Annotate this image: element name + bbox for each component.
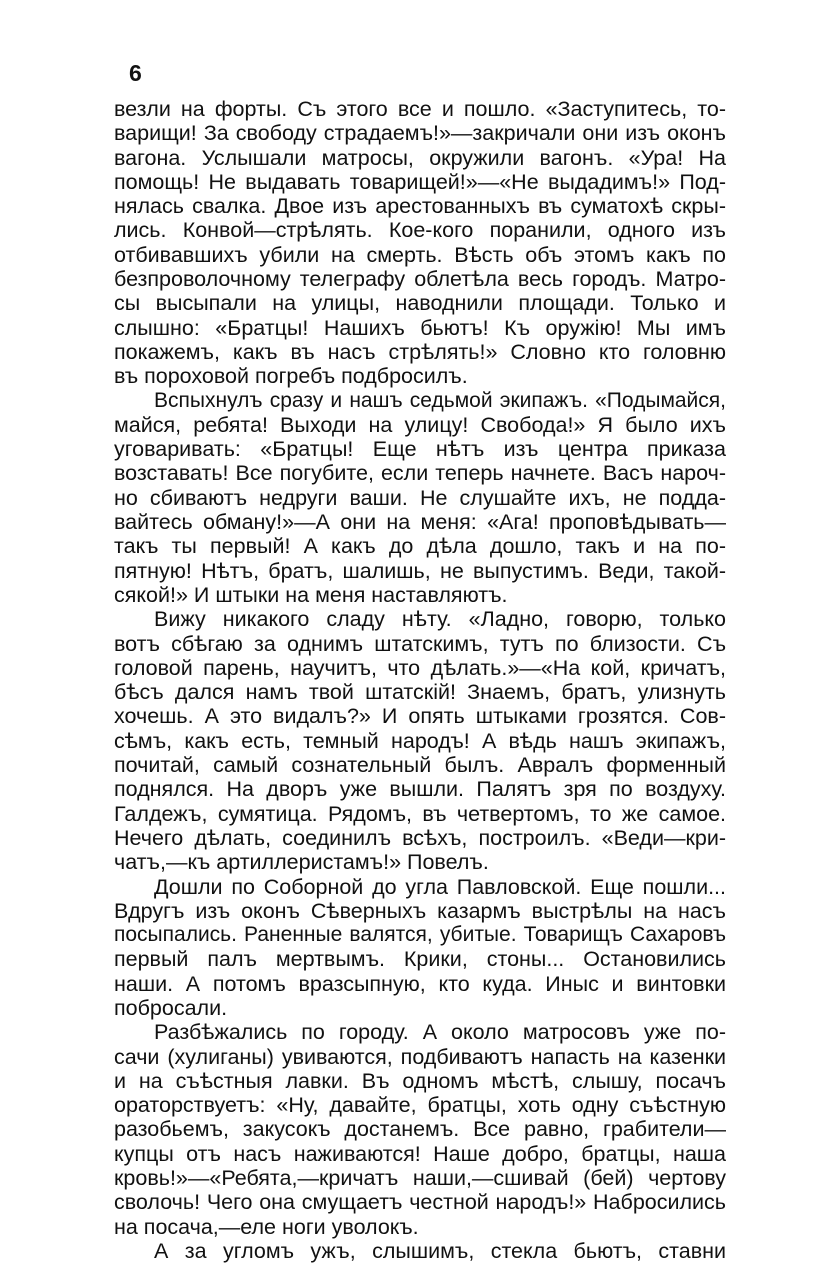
body-text bbox=[114, 97, 726, 1263]
text-line: такъ ты первый! А какъ до дѣла дошло, такъ и на по- bbox=[114, 534, 726, 559]
text-line: помощь! Не выдавать товарищей!»—«Не выдадимъ!» Под- bbox=[114, 169, 726, 194]
text-line: вайтесь обману!»—А они на меня: «Ага! проповѣдывать— bbox=[114, 510, 726, 535]
text-line: Вдругъ изъ оконъ Сѣверныхъ казармъ выстрѣлы на насъ bbox=[114, 898, 726, 923]
text-line: варищи! За свободу страдаемъ!»—закричали они изъ оконъ bbox=[114, 121, 726, 146]
text-line: Нечего дѣлать, соединилъ всѣхъ, построилъ. «Веди—кри- bbox=[114, 825, 726, 850]
text-line: посыпались. Раненные валятся, убитые. Товарищъ Сахаровъ bbox=[114, 923, 726, 947]
text-line: Вижу никакого сладу нѣту. «Ладно, говорю, только bbox=[154, 607, 726, 632]
text-line: кровь!»—«Ребята,—кричатъ наши,—сшивай (бей) чертову bbox=[114, 1166, 726, 1191]
text-line: Разбѣжались по городу. А около матросовъ уже по- bbox=[154, 1020, 726, 1045]
text-line: везли на форты. Съ этого все и пошло. «Заступитесь, то- bbox=[114, 97, 726, 121]
text-line: поднялся. На дворъ уже вышли. Палятъ зря по воздуху. bbox=[114, 777, 726, 802]
text-line: сякой!» И штыки на меня наставляютъ. bbox=[114, 582, 508, 607]
text-line: безпроволочному телеграфу облетѣла весь городъ. Матро- bbox=[114, 267, 726, 292]
text-line: на посача,—еле ноги уволокъ. bbox=[114, 1214, 419, 1239]
text-line: сѣмъ, какъ есть, темный народъ! А вѣдь нашъ экипажъ, bbox=[114, 728, 726, 753]
text-line: лись. Конвой—стрѣлять. Кое-кого поранили, одного изъ bbox=[114, 218, 726, 243]
text-line: въ пороховой погребъ подбросилъ. bbox=[114, 364, 468, 389]
text-line: головой парень, научитъ, что дѣлать.»—«На кой, кричатъ, bbox=[114, 655, 726, 680]
text-line: Галдежъ, сумятица. Рядомъ, въ четвертомъ, то же самое. bbox=[114, 801, 726, 826]
text-line: нялась свалка. Двое изъ арестованныхъ въ суматохѣ скры- bbox=[114, 194, 726, 219]
page-number: 6 bbox=[129, 60, 142, 86]
text-line: первый палъ мертвымъ. Крики, стоны... Остановились bbox=[114, 947, 726, 972]
text-line: возставать! Все погубите, если теперь начнете. Васъ нароч- bbox=[114, 461, 726, 486]
text-line: пятную! Нѣтъ, братъ, шалишь, не выпустимъ. Веди, такой- bbox=[114, 558, 726, 583]
text-line: отбивавшихъ убили на смерть. Вѣсть объ этомъ какъ по bbox=[114, 242, 726, 267]
text-line: уговаривать: «Братцы! Еще нѣтъ изъ центра приказа bbox=[114, 437, 726, 462]
text-line: хочешь. А это видалъ?» И опять штыками грозятся. Сов- bbox=[114, 704, 726, 729]
text-line: сачи (хулиганы) увиваются, подбиваютъ напасть на казенки bbox=[114, 1044, 726, 1069]
text-line: ораторствуетъ: «Ну, давайте, братцы, хоть одну съѣстную bbox=[114, 1093, 726, 1118]
text-line: вотъ сбѣгаю за однимъ штатскимъ, тутъ по близости. Съ bbox=[114, 631, 726, 656]
text-line: бѣсъ дался намъ твой штатскiй! Знаемъ, братъ, улизнуть bbox=[114, 680, 726, 705]
text-line: почитай, самый сознательный былъ. Авралъ форменный bbox=[114, 753, 726, 778]
text-line: майся, ребята! Выходи на улицу! Свобода!» Я было ихъ bbox=[114, 412, 726, 437]
text-line: Дошли по Соборной до угла Павловской. Еще пошли... bbox=[154, 874, 726, 899]
text-line: наши. А потомъ вразсыпную, кто куда. Иныс и винтовки bbox=[114, 971, 726, 996]
text-line: А за угломъ ужъ, слышимъ, стекла бьютъ, ставни bbox=[154, 1238, 726, 1263]
text-line: чатъ,—къ артиллеристамъ!» Повелъ. bbox=[114, 850, 489, 875]
text-line: побросали. bbox=[114, 995, 228, 1020]
text-line: сволочь! Чего она смущаетъ честной народъ!» Набросились bbox=[114, 1190, 726, 1215]
text-line: вагона. Услышали матросы, окружили вагонъ. «Ура! На bbox=[114, 145, 726, 170]
text-line: купцы отъ насъ наживаются! Наше добро, братцы, наша bbox=[114, 1141, 726, 1166]
text-line: сы высыпали на улицы, наводнили площади. Только и bbox=[114, 291, 726, 316]
text-line: и на съѣстныя лавки. Въ одномъ мѣстѣ, слышу, посачъ bbox=[114, 1068, 726, 1093]
text-line: разобьемъ, закусокъ достанемъ. Все равно, грабители— bbox=[114, 1117, 726, 1142]
text-line: но сбиваютъ недруги ваши. Не слушайте ихъ, не подда- bbox=[114, 485, 726, 510]
text-line: слышно: «Братцы! Нашихъ бьютъ! Къ оружiю! Мы имъ bbox=[114, 315, 726, 340]
text-line: Вспыхнулъ сразу и нашъ седьмой экипажъ. «Подымайся, bbox=[154, 388, 726, 412]
text-line: покажемъ, какъ въ насъ стрѣлять!» Словно кто головню bbox=[114, 339, 726, 364]
